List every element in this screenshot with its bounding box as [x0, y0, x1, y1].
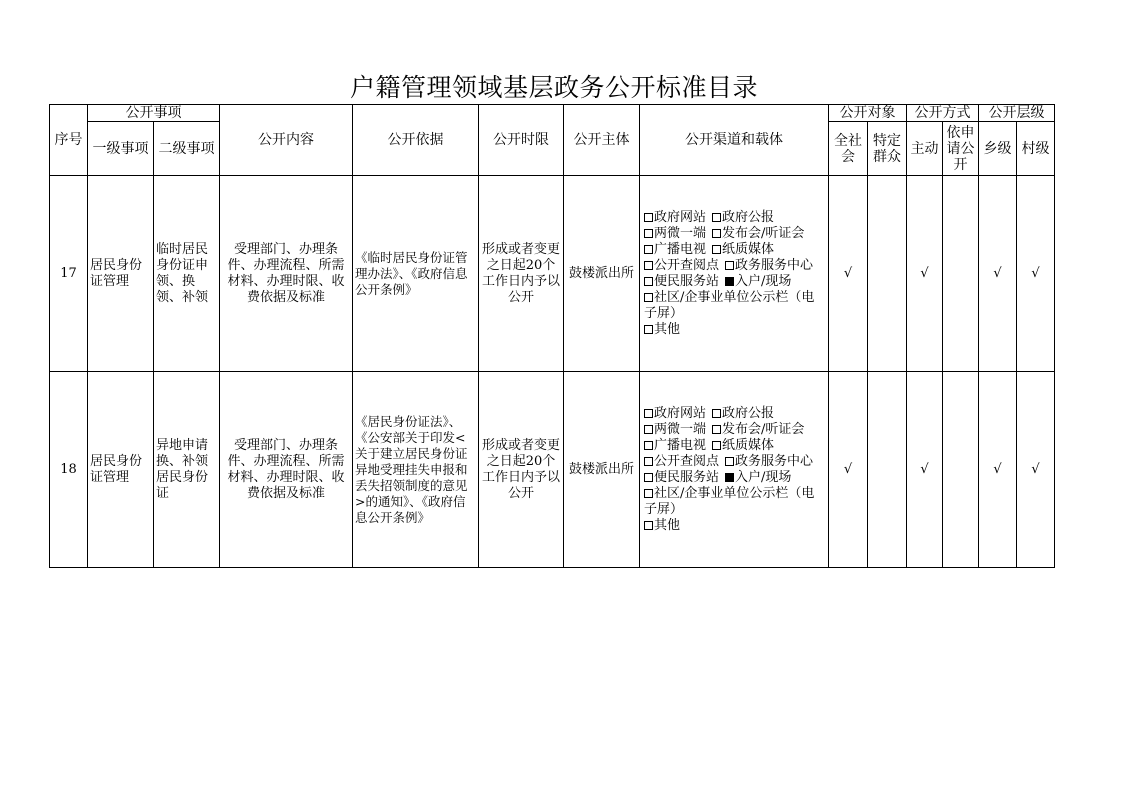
- checkbox-icon: [644, 293, 653, 302]
- checkbox-icon: [712, 441, 721, 450]
- checkbox-icon: [644, 213, 653, 222]
- row-level1: 居民身份证管理: [88, 372, 154, 568]
- row-seq: 17: [50, 176, 88, 372]
- header-basis: 公开依据: [353, 105, 479, 176]
- channel-press-hearing: 发布会/听证会: [722, 225, 805, 241]
- checkbox-icon: [725, 261, 734, 270]
- row-level2: 异地申请换、补领居民身份证: [154, 372, 220, 568]
- channel-other: 其他: [654, 321, 681, 337]
- channel-print-media: 纸质媒体: [722, 241, 775, 257]
- row-time-limit: 形成或者变更之日起20个工作日内予以公开: [479, 372, 564, 568]
- header-content: 公开内容: [220, 105, 353, 176]
- row-channels: [640, 372, 829, 568]
- row-level-village: √: [1017, 176, 1055, 372]
- row-channels: [640, 176, 829, 372]
- checkbox-icon: [644, 457, 653, 466]
- checkbox-icon: [644, 441, 653, 450]
- row-method-active: √: [907, 372, 943, 568]
- channel-two-micro: 两微一端: [654, 225, 707, 241]
- checkbox-icon: [644, 425, 653, 434]
- row-target-specific: [868, 372, 907, 568]
- checked-box-icon: [725, 277, 734, 286]
- header-time-limit: 公开时限: [479, 105, 564, 176]
- row-target-specific: [868, 176, 907, 372]
- header-level1: 一级事项: [88, 122, 154, 176]
- row-method-active: √: [907, 176, 943, 372]
- channel-gov-gazette: 政府公报: [722, 209, 775, 225]
- header-row-1: [50, 105, 1055, 122]
- checkbox-icon: [644, 409, 653, 418]
- channel-radio-tv: 广播电视: [654, 437, 707, 453]
- checkbox-icon: [712, 245, 721, 254]
- channel-print-media: 纸质媒体: [722, 437, 775, 453]
- row-content: 受理部门、办理条件、办理流程、所需材料、办理时限、收费依据及标准: [220, 176, 353, 372]
- header-target-all: 全社会: [829, 122, 868, 176]
- row-level-town: √: [979, 372, 1017, 568]
- checkbox-icon: [712, 229, 721, 238]
- channel-radio-tv: 广播电视: [654, 241, 707, 257]
- header-subject: 公开主体: [564, 105, 640, 176]
- header-method-request: 依申请公开: [943, 122, 979, 176]
- row-target-all: √: [829, 372, 868, 568]
- row-content: 受理部门、办理条件、办理流程、所需材料、办理时限、收费依据及标准: [220, 372, 353, 568]
- row-level1: 居民身份证管理: [88, 176, 154, 372]
- checkbox-icon: [644, 325, 653, 334]
- checked-box-icon: [725, 473, 734, 482]
- channel-gov-website: 政府网站: [654, 209, 707, 225]
- row-basis: 《居民身份证法》、《公安部关于印发<关于建立居民身份证异地受理挂失申报和丢失招领制度的意见>的通知》、《政府信息公开条例》: [353, 372, 479, 568]
- checkbox-icon: [712, 425, 721, 434]
- header-method-active: 主动: [907, 122, 943, 176]
- row-level2: 临时居民身份证申领、换领、补领: [154, 176, 220, 372]
- channel-press-hearing: 发布会/听证会: [722, 421, 805, 437]
- header-seq: 序号: [50, 105, 88, 176]
- row-method-request: [943, 176, 979, 372]
- channel-reading-point: 公开查阅点: [654, 453, 720, 469]
- checkbox-icon: [644, 261, 653, 270]
- checkbox-icon: [644, 521, 653, 530]
- row-method-request: [943, 372, 979, 568]
- checkbox-icon: [644, 229, 653, 238]
- row-subject: 鼓楼派出所: [564, 176, 640, 372]
- checkbox-icon: [644, 473, 653, 482]
- table-row: [50, 372, 1055, 568]
- checkbox-icon: [644, 489, 653, 498]
- header-level: 公开层级: [979, 105, 1055, 122]
- checkbox-icon: [644, 245, 653, 254]
- channel-convenience-station: 便民服务站: [654, 469, 720, 485]
- row-subject: 鼓楼派出所: [564, 372, 640, 568]
- header-target: 公开对象: [829, 105, 907, 122]
- header-level-town: 乡级: [979, 122, 1017, 176]
- channel-gov-gazette: 政府公报: [722, 405, 775, 421]
- checkbox-icon: [712, 213, 721, 222]
- header-level2: 二级事项: [154, 122, 220, 176]
- channel-door-to-door: 入户/现场: [735, 273, 792, 289]
- page-title: 户籍管理领域基层政务公开标准目录: [349, 73, 758, 102]
- header-level-village: 村级: [1017, 122, 1055, 176]
- checkbox-icon: [712, 409, 721, 418]
- channel-gov-website: 政府网站: [654, 405, 707, 421]
- channel-two-micro: 两微一端: [654, 421, 707, 437]
- checkbox-icon: [644, 277, 653, 286]
- catalog-table: [49, 104, 1055, 568]
- channel-bulletin-board: 社区/企事业单位公示栏（电子屏）: [644, 289, 815, 321]
- channel-reading-point: 公开查阅点: [654, 257, 720, 273]
- row-basis: 《临时居民身份证管理办法》、《政府信息公开条例》: [353, 176, 479, 372]
- channel-service-center: 政务服务中心: [735, 453, 814, 469]
- header-matters: 公开事项: [88, 105, 220, 122]
- channel-door-to-door: 入户/现场: [735, 469, 792, 485]
- channel-convenience-station: 便民服务站: [654, 273, 720, 289]
- header-target-specific: 特定群众: [868, 122, 907, 176]
- channel-bulletin-board: 社区/企事业单位公示栏（电子屏）: [644, 485, 815, 517]
- channel-other: 其他: [654, 517, 681, 533]
- header-channels: 公开渠道和载体: [640, 105, 829, 176]
- table-row: [50, 176, 1055, 372]
- checkbox-icon: [725, 457, 734, 466]
- header-method: 公开方式: [907, 105, 979, 122]
- channel-service-center: 政务服务中心: [735, 257, 814, 273]
- row-target-all: √: [829, 176, 868, 372]
- row-level-town: √: [979, 176, 1017, 372]
- row-time-limit: 形成或者变更之日起20个工作日内予以公开: [479, 176, 564, 372]
- row-level-village: √: [1017, 372, 1055, 568]
- row-seq: 18: [50, 372, 88, 568]
